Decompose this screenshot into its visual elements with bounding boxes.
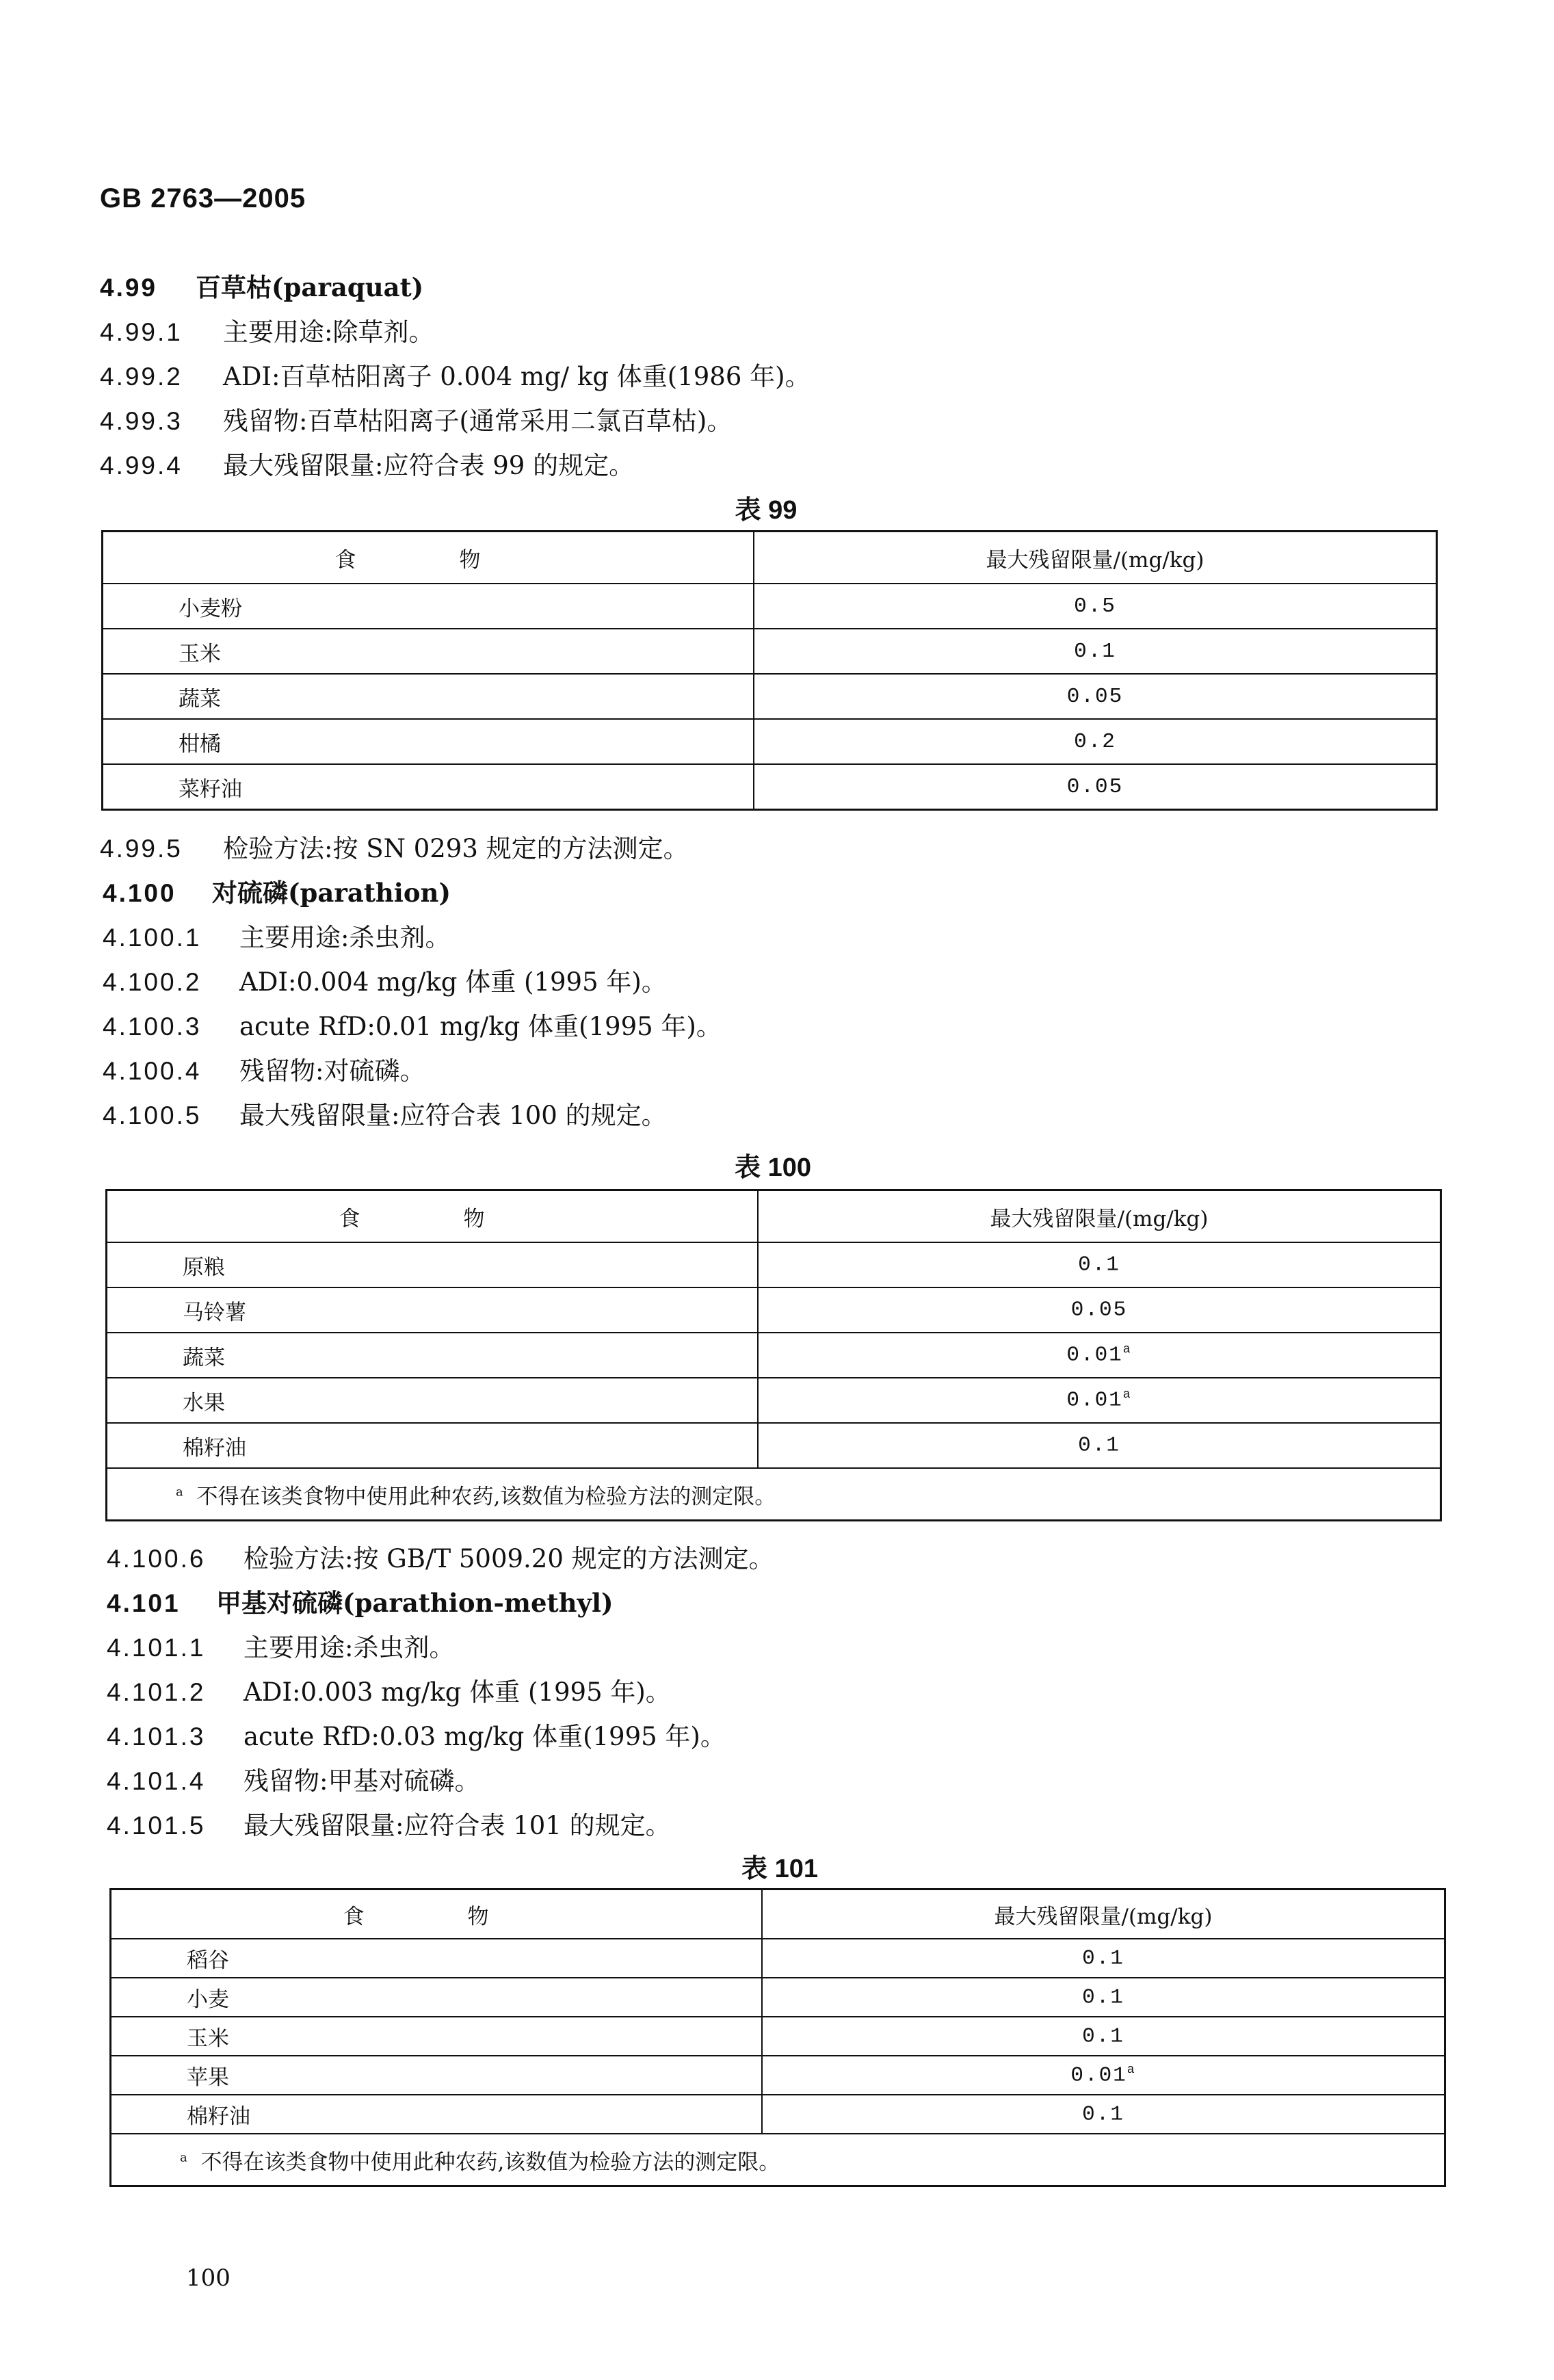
food-cell: 马铃薯 [107, 1287, 759, 1333]
table-footnote-row [111, 2134, 1445, 2186]
clause-number: 4.100.1 [103, 924, 202, 952]
table-row [103, 764, 1437, 810]
limit-cell: 0.1 [762, 2017, 1445, 2056]
clause-4-99-5 [100, 828, 689, 865]
column-header-food: 食 物 [107, 1190, 759, 1243]
table-footnote [107, 1468, 1441, 1521]
section-4-99-title [100, 267, 423, 304]
limit-cell: 0.01$^a$ [758, 1378, 1441, 1423]
clause-number: 4.101.3 [107, 1723, 206, 1751]
table-row [103, 719, 1437, 764]
clause-number: 4.99.3 [100, 407, 183, 435]
footnote-marker: a [1122, 1343, 1132, 1357]
clause-number: 4.99.4 [100, 452, 183, 480]
clause-4-100-2 [103, 961, 667, 998]
food-cell: 菜籽油 [103, 764, 754, 810]
footnote-marker: a [1122, 1388, 1132, 1402]
food-cell: 小麦 [111, 1978, 763, 2017]
clause-text: 主要用途:除草剂。 [223, 317, 434, 347]
food-cell: 蔬菜 [103, 674, 754, 719]
table-101 [109, 1888, 1446, 2187]
limit-cell: 0.05 [758, 1287, 1441, 1333]
clause-text: acute RfD:0.01 mg/kg 体重(1995 年)。 [239, 1012, 722, 1041]
table-footnote-row [107, 1468, 1441, 1521]
clause-text: ADI:0.004 mg/kg 体重 (1995 年)。 [239, 967, 667, 997]
clause-4-101-4 [107, 1760, 479, 1797]
limit-cell: 0.1 [762, 1978, 1445, 2017]
clause-text: ADI:百草枯阳离子 0.004 mg/ kg 体重(1986 年)。 [223, 362, 811, 391]
clause-4-101-5 [107, 1805, 671, 1842]
column-header-food: 食 物 [111, 1889, 763, 1939]
food-cell: 水果 [107, 1378, 759, 1423]
clause-4-101-2 [107, 1671, 671, 1708]
clause-4-99-2 [100, 356, 811, 393]
footnote-marker: a [1127, 2063, 1136, 2077]
table-100 [105, 1189, 1442, 1521]
column-header-food: 食 物 [103, 532, 754, 584]
limit-cell: 0.2 [754, 719, 1437, 764]
table-row [103, 584, 1437, 629]
clause-number: 4.100.4 [103, 1057, 202, 1085]
clause-text: 残留物:百草枯阳离子(通常采用二氯百草枯)。 [223, 406, 733, 436]
food-cell: 小麦粉 [103, 584, 754, 629]
clause-text: 检验方法:按 GB/T 5009.20 规定的方法测定。 [243, 1544, 774, 1573]
clause-4-100-4 [103, 1050, 425, 1087]
footnote-marker: a [180, 2150, 187, 2165]
standard-header: GB 2763—2005 [100, 183, 306, 213]
food-cell: 玉米 [103, 629, 754, 674]
clause-text: 残留物:对硫磷。 [239, 1056, 425, 1086]
clause-4-99-3 [100, 400, 732, 437]
food-cell: 原粮 [107, 1242, 759, 1287]
page-number: 100 [186, 2264, 231, 2292]
clause-number: 4.99.2 [100, 363, 183, 391]
limit-cell: 0.1 [762, 2095, 1445, 2134]
table-100-caption: 表 100 [735, 1153, 811, 1182]
limit-cell: 0.05 [754, 764, 1437, 810]
food-cell: 棉籽油 [111, 2095, 763, 2134]
clause-number: 4.101.4 [107, 1767, 206, 1795]
table-row [107, 1423, 1441, 1468]
table-row [111, 2017, 1445, 2056]
table-header-row [111, 1889, 1445, 1939]
table-99 [101, 530, 1438, 811]
limit-cell: 0.01$^a$ [762, 2056, 1445, 2095]
limit-cell: 0.5 [754, 584, 1437, 629]
table-row [111, 2095, 1445, 2134]
table-row [107, 1287, 1441, 1333]
section-number: 4.101 [107, 1589, 181, 1617]
clause-number: 4.100.5 [103, 1101, 202, 1129]
column-header-limit: 最大残留限量/(mg/kg) [758, 1190, 1441, 1243]
clause-4-100-1 [103, 917, 450, 954]
section-title-text: 百草枯(paraquat) [196, 272, 424, 302]
section-title-text: 对硫磷(parathion) [212, 878, 451, 908]
clause-number: 4.100.2 [103, 968, 202, 996]
table-row [107, 1333, 1441, 1378]
section-number: 4.100 [103, 879, 176, 907]
clause-text: ADI:0.003 mg/kg 体重 (1995 年)。 [243, 1677, 671, 1707]
table-row [107, 1242, 1441, 1287]
clause-text: 主要用途:杀虫剂。 [239, 923, 451, 952]
clause-4-101-1 [107, 1627, 454, 1664]
section-4-101-title [107, 1582, 614, 1619]
clause-number: 4.100.3 [103, 1012, 202, 1041]
table-row [111, 2056, 1445, 2095]
food-cell: 苹果 [111, 2056, 763, 2095]
food-cell: 玉米 [111, 2017, 763, 2056]
table-101-caption: 表 101 [741, 1855, 818, 1883]
clause-number: 4.101.5 [107, 1812, 206, 1840]
limit-cell: 0.05 [754, 674, 1437, 719]
clause-4-100-5 [103, 1095, 667, 1132]
footnote-marker: a [176, 1485, 183, 1500]
table-row [107, 1378, 1441, 1423]
clause-4-99-4 [100, 445, 634, 482]
food-cell: 稻谷 [111, 1939, 763, 1978]
clause-4-100-3 [103, 1006, 722, 1043]
clause-text: 检验方法:按 SN 0293 规定的方法测定。 [223, 834, 689, 863]
table-row [103, 629, 1437, 674]
table-footnote [111, 2134, 1445, 2186]
limit-cell: 0.1 [762, 1939, 1445, 1978]
limit-cell: 0.01$^a$ [758, 1333, 1441, 1378]
clause-number: 4.99.1 [100, 318, 183, 346]
section-title-text: 甲基对硫磷(parathion-methyl) [216, 1588, 614, 1618]
section-number: 4.99 [100, 274, 158, 302]
footnote-text: 不得在该类食物中使用此种农药,该数值为检验方法的测定限。 [200, 2149, 780, 2175]
clause-text: 残留物:甲基对硫磷。 [243, 1766, 480, 1796]
clause-number: 4.99.5 [100, 835, 183, 863]
table-header-row [107, 1190, 1441, 1243]
footnote-text: 不得在该类食物中使用此种农药,该数值为检验方法的测定限。 [196, 1484, 776, 1509]
clause-4-100-6 [107, 1538, 774, 1575]
food-cell: 柑橘 [103, 719, 754, 764]
limit-cell: 0.1 [754, 629, 1437, 674]
limit-cell: 0.1 [758, 1242, 1441, 1287]
table-row [111, 1939, 1445, 1978]
clause-text: 最大残留限量:应符合表 100 的规定。 [239, 1101, 667, 1130]
column-header-limit: 最大残留限量/(mg/kg) [754, 532, 1437, 584]
table-99-caption: 表 99 [735, 496, 798, 525]
clause-number: 4.101.2 [107, 1678, 206, 1706]
table-row [111, 1978, 1445, 2017]
clause-text: 最大残留限量:应符合表 101 的规定。 [243, 1811, 671, 1840]
food-cell: 蔬菜 [107, 1333, 759, 1378]
column-header-limit: 最大残留限量/(mg/kg) [762, 1889, 1445, 1939]
clause-text: 最大残留限量:应符合表 99 的规定。 [223, 451, 635, 480]
table-header-row [103, 532, 1437, 584]
clause-text: 主要用途:杀虫剂。 [243, 1633, 455, 1662]
clause-number: 4.101.1 [107, 1634, 206, 1662]
clause-text: acute RfD:0.03 mg/kg 体重(1995 年)。 [243, 1722, 726, 1751]
limit-cell: 0.1 [758, 1423, 1441, 1468]
table-row [103, 674, 1437, 719]
food-cell: 棉籽油 [107, 1423, 759, 1468]
clause-4-99-1 [100, 311, 434, 348]
section-4-100-title [103, 872, 451, 909]
clause-4-101-3 [107, 1716, 726, 1753]
clause-number: 4.100.6 [107, 1545, 206, 1573]
